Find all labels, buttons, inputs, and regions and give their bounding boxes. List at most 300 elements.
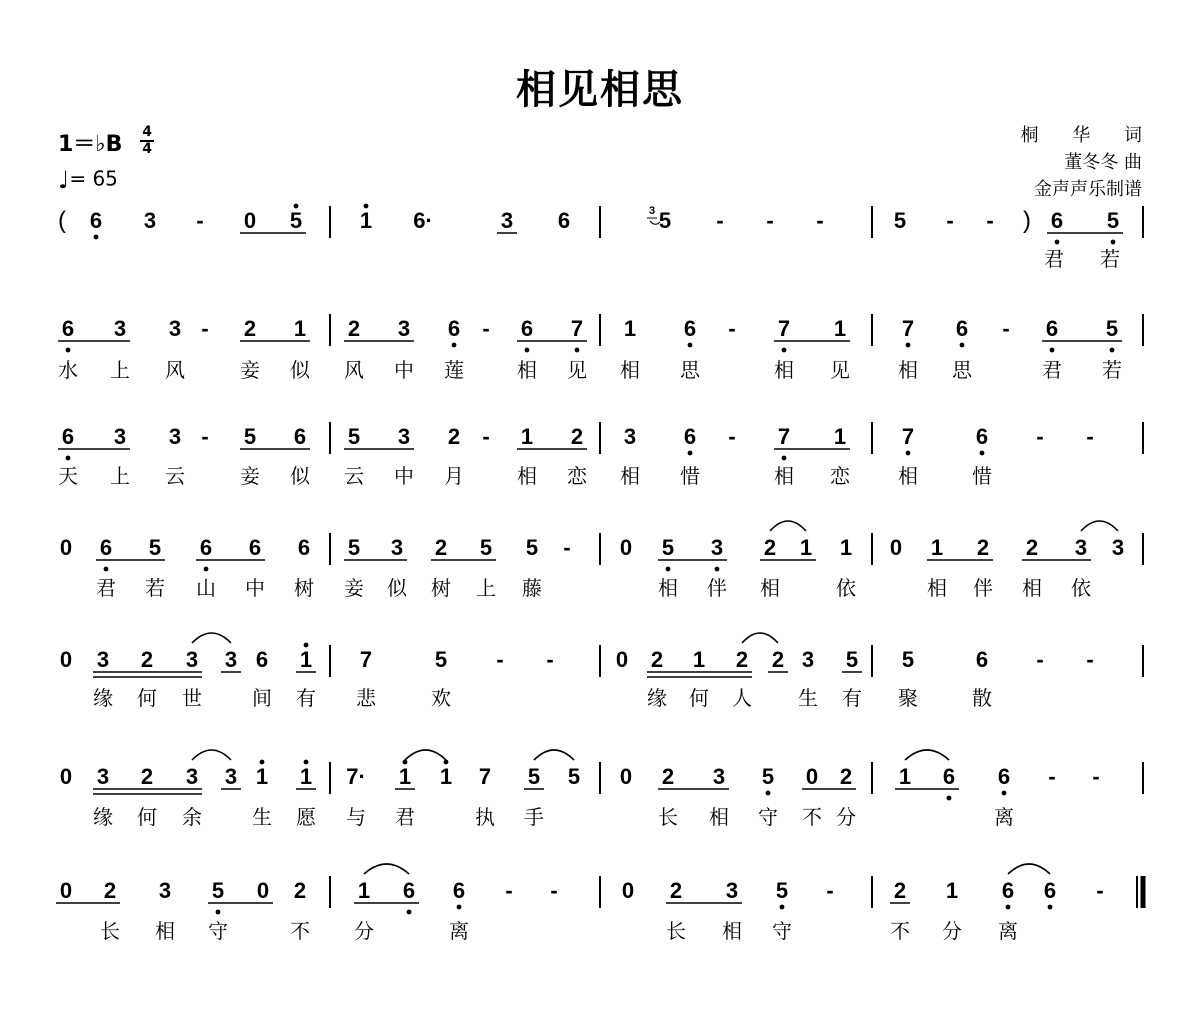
lyric-char: 愿 — [296, 805, 316, 829]
dash-rest: - — [482, 316, 490, 341]
tie-arc — [192, 633, 231, 643]
dash-rest: - — [1092, 764, 1100, 789]
note: 6 — [248, 535, 262, 560]
note: 6 — [1050, 208, 1064, 233]
note: 1 — [359, 208, 373, 233]
dash-rest: - — [505, 878, 513, 903]
lyric-char: 有 — [296, 686, 316, 710]
low-octave-dot — [452, 343, 457, 348]
lyric-char: 见 — [567, 358, 587, 382]
note: 5 — [347, 535, 361, 560]
dash-rest: - — [816, 208, 824, 233]
note: 2 — [570, 424, 584, 449]
note: 2 — [347, 316, 361, 341]
lyric-char: 相 — [898, 358, 918, 382]
lyric-char: 守 — [208, 919, 228, 943]
low-octave-dot — [1006, 905, 1011, 910]
low-octave-dot — [216, 910, 221, 915]
note: 5 — [243, 424, 257, 449]
note: 7· — [346, 764, 366, 789]
lyric-char: 风 — [165, 358, 185, 382]
lyric-char: 何 — [137, 805, 157, 829]
note: 0 — [59, 535, 73, 560]
note: 2 — [140, 647, 154, 672]
note: 2 — [661, 764, 675, 789]
lyric-char: 不 — [890, 919, 910, 943]
dash-rest: - — [946, 208, 954, 233]
lyric-char: 妾 — [240, 358, 260, 382]
lyric-char: 中 — [394, 358, 414, 382]
note: 3 — [397, 424, 411, 449]
lyric-char: 相 — [1022, 576, 1042, 600]
note: 0 — [615, 647, 629, 672]
note: 2 — [893, 878, 907, 903]
note: 2 — [735, 647, 749, 672]
lyric-char: 生 — [252, 805, 272, 829]
low-octave-dot — [66, 348, 71, 353]
note: 0 — [619, 764, 633, 789]
note: 7 — [901, 424, 915, 449]
lyric-char: 见 — [830, 358, 850, 382]
lyric-char: 相 — [517, 464, 537, 488]
note: 6 — [293, 424, 307, 449]
note: 3 — [158, 878, 172, 903]
lyric-char: 相 — [658, 576, 678, 600]
lyric-char: 相 — [620, 464, 640, 488]
low-octave-dot — [204, 567, 209, 572]
low-octave-dot — [980, 451, 985, 456]
lyric-char: 树 — [431, 576, 451, 600]
lyric-char: 恋 — [830, 464, 850, 488]
low-octave-dot — [906, 451, 911, 456]
note: 1 — [520, 424, 534, 449]
lyric-char: 云 — [344, 464, 364, 488]
note: 2 — [140, 764, 154, 789]
note: 5 — [211, 878, 225, 903]
lyric-char: 依 — [836, 576, 856, 600]
note: 0 — [619, 535, 633, 560]
high-octave-dot — [260, 760, 265, 765]
lyric-char: 惜 — [972, 464, 992, 488]
note: 5 — [434, 647, 448, 672]
low-octave-dot — [407, 910, 412, 915]
low-octave-dot — [1055, 240, 1060, 245]
tie-arc — [364, 864, 409, 874]
note: 5 — [148, 535, 162, 560]
lyric-char: 悲 — [356, 686, 376, 710]
lyric-char: 天 — [58, 464, 78, 488]
lyric-char: 若 — [1102, 358, 1122, 382]
lyric-char: 水 — [58, 358, 78, 382]
note: 5 — [661, 535, 675, 560]
note: 5 — [893, 208, 907, 233]
tie-arc — [1081, 521, 1118, 531]
time-signature-bottom: 4 — [142, 141, 153, 157]
lyric-char: 何 — [689, 686, 709, 710]
lyric-char: 伴 — [707, 576, 727, 600]
lyric-char: 离 — [998, 919, 1018, 943]
lyric-char: 守 — [758, 805, 778, 829]
low-octave-dot — [575, 348, 580, 353]
note: 3 — [500, 208, 514, 233]
lyric-char: 上 — [110, 464, 130, 488]
note: 3 — [623, 424, 637, 449]
dash-rest: - — [201, 424, 209, 449]
note: 6 — [955, 316, 969, 341]
note: 1 — [299, 647, 313, 672]
note: 5 — [289, 208, 303, 233]
lyric-char: 有 — [842, 686, 862, 710]
low-octave-dot — [782, 456, 787, 461]
engraver-credit: 金声声乐制谱 — [1034, 179, 1142, 200]
lyric-char: 藤 — [522, 576, 542, 600]
lyric-char: 月 — [444, 464, 464, 488]
note: 5 — [525, 535, 539, 560]
note: 3 — [390, 535, 404, 560]
note: 0 — [59, 764, 73, 789]
lyric-char: 似 — [387, 576, 407, 600]
note: 2 — [447, 424, 461, 449]
high-octave-dot — [403, 760, 408, 765]
lyric-char: 相 — [709, 805, 729, 829]
note: 3 — [168, 316, 182, 341]
lyric-char: 欢 — [431, 686, 451, 710]
note: 3 — [224, 764, 238, 789]
lyric-char: 风 — [344, 358, 364, 382]
quarter-note-icon: ♩ — [58, 166, 70, 194]
dash-rest: - — [563, 535, 571, 560]
low-octave-dot — [1110, 348, 1115, 353]
tie-arc — [405, 750, 446, 760]
tempo-value: = 65 — [69, 166, 118, 191]
note: 5 — [1105, 316, 1119, 341]
note: 6 — [447, 316, 461, 341]
note: 3 — [168, 424, 182, 449]
lyric-char: 散 — [972, 686, 992, 710]
tie-arc — [534, 750, 574, 760]
note: 5 — [527, 764, 541, 789]
note: 1 — [833, 424, 847, 449]
note: 6 — [402, 878, 416, 903]
lyric-char: 云 — [165, 464, 185, 488]
tie-arc — [192, 750, 231, 760]
low-octave-dot — [960, 343, 965, 348]
note: 5 — [479, 535, 493, 560]
low-octave-dot — [1002, 791, 1007, 796]
low-octave-dot — [104, 567, 109, 572]
lyric-char: 守 — [772, 919, 792, 943]
note: 3 — [96, 764, 110, 789]
note: 5 — [347, 424, 361, 449]
note: 6 — [89, 208, 103, 233]
dash-rest: - — [1086, 424, 1094, 449]
note: 3 — [801, 647, 815, 672]
note: 2 — [434, 535, 448, 560]
dash-rest: - — [1036, 424, 1044, 449]
note: 3 — [113, 316, 127, 341]
note: 5 — [901, 647, 915, 672]
note: 3 — [710, 535, 724, 560]
note: 0 — [256, 878, 270, 903]
note: 1 — [255, 764, 269, 789]
lyric-char: 伴 — [973, 576, 993, 600]
lyric-char: 与 — [346, 805, 366, 829]
tie-arc — [905, 750, 949, 760]
note: 1 — [898, 764, 912, 789]
lyric-char: 相 — [760, 576, 780, 600]
note: 2 — [103, 878, 117, 903]
note: 6 — [297, 535, 311, 560]
note: 7 — [901, 316, 915, 341]
low-octave-dot — [525, 348, 530, 353]
note: 3 — [1111, 535, 1125, 560]
low-octave-dot — [780, 905, 785, 910]
note: 0 — [805, 764, 819, 789]
time-signature-top: 4 — [142, 124, 153, 140]
lyric-char: 依 — [1071, 576, 1091, 600]
note: 7 — [478, 764, 492, 789]
note: 3 — [185, 764, 199, 789]
note: 3 — [113, 424, 127, 449]
lyric-char: 恋 — [567, 464, 587, 488]
low-octave-dot — [1048, 905, 1053, 910]
dash-rest: - — [496, 647, 504, 672]
lyric-char: 间 — [252, 686, 272, 710]
note: 5 — [567, 764, 581, 789]
tie-arc — [742, 633, 778, 643]
low-octave-dot — [715, 567, 720, 572]
note: 1 — [623, 316, 637, 341]
lyric-char: 中 — [245, 576, 265, 600]
lyric-char: 人 — [732, 686, 752, 710]
lyric-char: 似 — [290, 464, 310, 488]
lyric-char: 相 — [722, 919, 742, 943]
composer-credit: 董冬冬 曲 — [1064, 152, 1142, 173]
lyric-char: 若 — [145, 576, 165, 600]
lyric-char: 君 — [1044, 247, 1064, 271]
low-octave-dot — [906, 343, 911, 348]
dash-rest: - — [1002, 316, 1010, 341]
note: 0 — [59, 878, 73, 903]
note: 2 — [650, 647, 664, 672]
dash-rest: - — [1036, 647, 1044, 672]
note: 6 — [99, 535, 113, 560]
note: 6 — [683, 424, 697, 449]
lyric-char: 相 — [927, 576, 947, 600]
note: 2 — [763, 535, 777, 560]
note: 6 — [255, 647, 269, 672]
note: 7 — [359, 647, 373, 672]
low-octave-dot — [688, 343, 693, 348]
note: 7 — [570, 316, 584, 341]
note: 3 — [143, 208, 157, 233]
lyric-char: 惜 — [680, 464, 700, 488]
note: 7 — [777, 424, 791, 449]
note: 2 — [976, 535, 990, 560]
lyric-char: 缘 — [93, 805, 113, 829]
high-octave-dot — [364, 204, 369, 209]
dash-rest: - — [201, 316, 209, 341]
lyric-char: 似 — [290, 358, 310, 382]
dash-rest: - — [482, 424, 490, 449]
note: 6 — [557, 208, 571, 233]
high-octave-dot — [304, 760, 309, 765]
lyric-char: 长 — [100, 919, 120, 943]
note: 6 — [997, 764, 1011, 789]
low-octave-dot — [947, 796, 952, 801]
note: 5 — [761, 764, 775, 789]
note: 6 — [520, 316, 534, 341]
note: 6 — [61, 316, 75, 341]
dash-rest: - — [826, 878, 834, 903]
note: 6 — [199, 535, 213, 560]
lyric-char: 何 — [137, 686, 157, 710]
high-octave-dot — [304, 643, 309, 648]
low-octave-dot — [782, 348, 787, 353]
lyric-char: 相 — [620, 358, 640, 382]
lyric-char: 相 — [774, 358, 794, 382]
lyric-char: 君 — [96, 576, 116, 600]
note: 2 — [839, 764, 853, 789]
lyric-char: 思 — [680, 358, 700, 382]
lyric-char: 树 — [294, 576, 314, 600]
lyric-char: 妾 — [344, 576, 364, 600]
note: 1 — [799, 535, 813, 560]
note: 1 — [833, 316, 847, 341]
note: 1 — [299, 764, 313, 789]
low-octave-dot — [94, 235, 99, 240]
lyric-char: 山 — [196, 576, 216, 600]
dash-rest: - — [716, 208, 724, 233]
note: 1 — [398, 764, 412, 789]
dash-rest: - — [766, 208, 774, 233]
low-octave-dot — [457, 905, 462, 910]
lyricist-credit: 桐 华 词 — [1020, 125, 1156, 146]
note: 3 — [397, 316, 411, 341]
note: 3 — [96, 647, 110, 672]
note: 2 — [293, 878, 307, 903]
lyric-char: 君 — [1042, 358, 1062, 382]
note: 6 — [683, 316, 697, 341]
note: 5 — [1106, 208, 1120, 233]
lyric-char: 离 — [994, 805, 1014, 829]
lyric-char: 不 — [802, 805, 822, 829]
note: 6 — [942, 764, 956, 789]
lyric-char: 上 — [110, 358, 130, 382]
low-octave-dot — [1111, 240, 1116, 245]
note: 3 — [712, 764, 726, 789]
note: 5 — [775, 878, 789, 903]
note: 3 — [725, 878, 739, 903]
note: 1 — [839, 535, 853, 560]
lyric-char: 相 — [774, 464, 794, 488]
grace-note: 3 — [648, 205, 656, 217]
note: 6 — [1001, 878, 1015, 903]
note: 1 — [692, 647, 706, 672]
lyric-char: 若 — [1100, 247, 1120, 271]
dash-rest: - — [728, 316, 736, 341]
note: 1 — [945, 878, 959, 903]
tie-arc — [770, 521, 806, 531]
note: 0 — [621, 878, 635, 903]
lyric-char: 分 — [836, 805, 856, 829]
lyric-char: 缘 — [647, 686, 667, 710]
note: 5 — [658, 208, 672, 233]
note: 6 — [975, 424, 989, 449]
lyric-char: 分 — [354, 919, 374, 943]
note: 1 — [357, 878, 371, 903]
note: 6 — [452, 878, 466, 903]
lyric-char: 缘 — [93, 686, 113, 710]
lyric-char: 世 — [182, 686, 202, 710]
note: 6 — [1045, 316, 1059, 341]
song-title: 相见相思 — [516, 67, 684, 113]
lyric-char: 莲 — [444, 358, 464, 382]
note: 2 — [771, 647, 785, 672]
note: 1 — [293, 316, 307, 341]
low-octave-dot — [766, 791, 771, 796]
lyric-char: 上 — [476, 576, 496, 600]
dash-rest: - — [1096, 878, 1104, 903]
note: 6 — [61, 424, 75, 449]
low-octave-dot — [688, 451, 693, 456]
note: 2 — [669, 878, 683, 903]
note: 0 — [889, 535, 903, 560]
dash-rest: - — [546, 647, 554, 672]
note: 5 — [845, 647, 859, 672]
lyric-char: 生 — [798, 686, 818, 710]
dash-rest: - — [550, 878, 558, 903]
note: 1 — [439, 764, 453, 789]
note: 2 — [243, 316, 257, 341]
low-octave-dot — [1050, 348, 1055, 353]
note: 7 — [777, 316, 791, 341]
low-octave-dot — [66, 456, 71, 461]
note: 0 — [59, 647, 73, 672]
low-octave-dot — [666, 567, 671, 572]
lyric-char: 君 — [395, 805, 415, 829]
note: 3 — [1074, 535, 1088, 560]
dash-rest: - — [196, 208, 204, 233]
note: 3 — [185, 647, 199, 672]
note: 0 — [243, 208, 257, 233]
note: 2 — [1025, 535, 1039, 560]
key-signature: 1＝♭B — [58, 132, 123, 157]
tie-arc — [1008, 864, 1050, 874]
note: 6 — [975, 647, 989, 672]
lyric-char: 长 — [658, 805, 678, 829]
note: 1 — [930, 535, 944, 560]
lyric-char: 手 — [524, 805, 544, 829]
note: 6 — [1043, 878, 1057, 903]
lyric-char: 离 — [449, 919, 469, 943]
note: 6· — [413, 208, 433, 233]
lyric-char: 余 — [182, 805, 202, 829]
note: 3 — [224, 647, 238, 672]
lyric-char: 相 — [155, 919, 175, 943]
repeat-paren: ) — [1023, 207, 1031, 234]
high-octave-dot — [294, 204, 299, 209]
lyric-char: 聚 — [898, 686, 918, 710]
dash-rest: - — [728, 424, 736, 449]
lyric-char: 中 — [394, 464, 414, 488]
lyric-char: 妾 — [240, 464, 260, 488]
dash-rest: - — [1048, 764, 1056, 789]
high-octave-dot — [444, 760, 449, 765]
dash-rest: - — [986, 208, 994, 233]
lyric-char: 执 — [475, 805, 495, 829]
dash-rest: - — [1086, 647, 1094, 672]
